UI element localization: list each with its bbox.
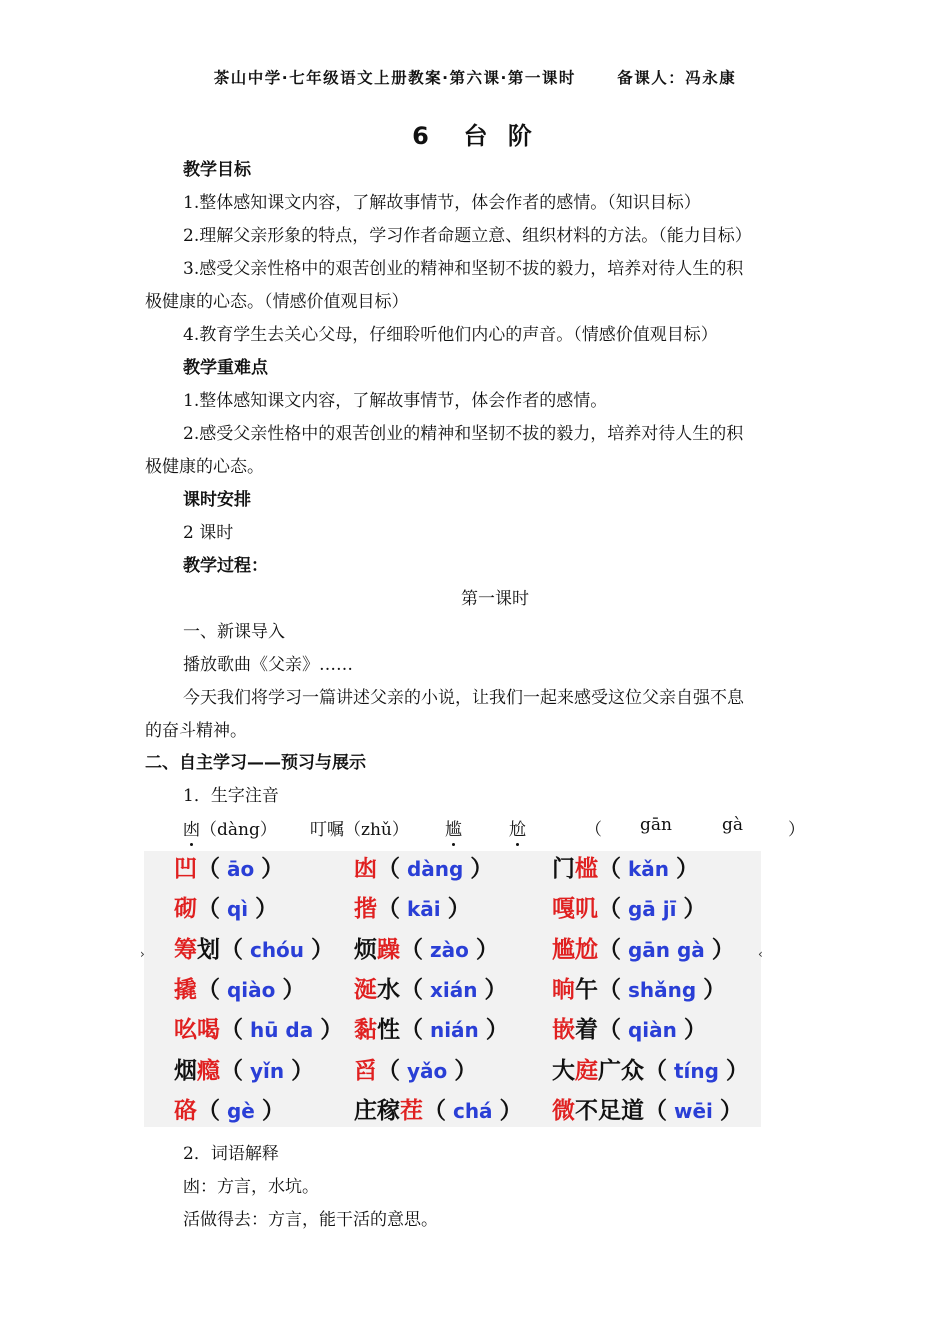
table-character: 尴尬 [552, 936, 598, 963]
pinyin-table-cell [174, 1015, 343, 1045]
pinyin-word: gān [640, 815, 672, 835]
table-character: 嘎叽 [552, 896, 598, 923]
table-paren: （ [400, 936, 423, 963]
table-paren: （ [197, 1097, 220, 1124]
goal-item: 3.感受父亲性格中的艰苦创业的精神和坚韧不拔的毅力，培养对待人生的积 [183, 259, 744, 279]
table-character: 庄稼 [354, 1097, 400, 1124]
sub-heading-definitions: 2．词语解释 [183, 1144, 279, 1164]
pinyin-table-cell [354, 854, 493, 884]
table-pinyin: tíng [667, 1058, 726, 1083]
table-paren: ） [719, 1097, 743, 1124]
table-character: 烦 [354, 936, 377, 963]
keypoint-item: 2.感受父亲性格中的艰苦创业的精神和坚韧不拔的毅力，培养对待人生的积 [183, 424, 744, 444]
goal-item: 2.理解父亲形象的特点，学习作者命题立意、组织材料的方法。（能力目标） [183, 226, 752, 246]
table-paren: （ [598, 976, 621, 1003]
table-paren: ） [282, 976, 306, 1003]
goal-item: 1.整体感知课文内容，了解故事情节，体会作者的感情。（知识目标） [183, 193, 701, 213]
emphasis-dot [516, 843, 519, 846]
anchor-mark: ‹ [758, 947, 763, 961]
table-paren: （ [423, 1097, 446, 1124]
table-paren: ） [711, 936, 735, 963]
pinyin-table-cell [552, 854, 699, 884]
table-paren: ） [320, 1017, 344, 1044]
goal-item: 4.教育学生去关心父母，仔细聆听他们内心的声音。（情感价值观目标） [183, 325, 718, 345]
table-character: 不足道 [575, 1097, 644, 1124]
table-character: 黏 [354, 1017, 377, 1044]
pinyin-word: 凼（dàng） [183, 820, 277, 840]
table-pinyin: qiào [220, 977, 283, 1002]
table-character: 瘾 [197, 1057, 220, 1084]
table-paren: ） [484, 976, 508, 1003]
table-paren: ） [675, 856, 699, 882]
pinyin-table-cell [552, 894, 706, 924]
lesson-subtitle: 第一课时 [461, 589, 529, 609]
table-paren: ） [447, 896, 471, 923]
table-pinyin: gā jī [621, 897, 684, 922]
pinyin-word: 尬 [509, 820, 526, 840]
table-paren: ） [255, 896, 279, 923]
table-pinyin: gān gà [621, 937, 712, 962]
table-paren: ） [499, 1097, 523, 1124]
table-paren: ） [311, 936, 334, 963]
table-paren: ） [261, 856, 285, 882]
pinyin-word: 叮嘱（zhǔ） [310, 820, 409, 840]
pinyin-table-cell [354, 975, 507, 1005]
sub-heading-pinyin: 1．生字注音 [183, 786, 279, 806]
table-paren: （ [598, 1017, 621, 1044]
table-pinyin: hū da [243, 1018, 321, 1043]
table-character: 着 [575, 1017, 598, 1044]
schedule-value: 2 课时 [183, 523, 234, 543]
table-paren: （ [197, 896, 220, 923]
emphasis-dot [190, 843, 193, 846]
keypoint-item: 1.整体感知课文内容，了解故事情节，体会作者的感情。 [183, 391, 608, 411]
lesson-title: 6 台 阶 [412, 122, 538, 150]
pinyin-table-cell [354, 894, 471, 924]
pinyin-table-cell [552, 975, 726, 1005]
pinyin-row [0, 815, 950, 845]
table-character: 性 [377, 1017, 400, 1044]
table-pinyin: wēi [667, 1098, 720, 1123]
table-pinyin: shǎng [621, 977, 704, 1002]
table-pinyin: qì [220, 897, 256, 922]
table-paren: ） [454, 1057, 478, 1084]
table-character: 舀 [354, 1057, 377, 1084]
table-character: 吆喝 [174, 1017, 220, 1044]
pinyin-word: ） [788, 820, 805, 840]
table-paren: （ [197, 856, 220, 882]
table-paren: （ [377, 896, 400, 923]
table-pinyin: xián [423, 977, 485, 1002]
goals-heading: 教学目标 [183, 160, 251, 180]
table-paren: （ [644, 1057, 667, 1084]
table-pinyin: chá [446, 1098, 500, 1123]
table-paren: （ [598, 936, 621, 963]
table-paren: ） [703, 976, 727, 1003]
table-pinyin: qiàn [621, 1018, 684, 1043]
table-paren: （ [400, 976, 423, 1003]
table-character: 躁 [377, 936, 400, 963]
table-pinyin: nián [423, 1018, 486, 1043]
table-paren: （ [220, 1057, 243, 1084]
table-character: 硌 [174, 1097, 197, 1124]
goal-item: 极健康的心态。（情感价值观目标） [145, 292, 409, 312]
table-pinyin: kāi [400, 897, 448, 922]
intro-line: 的奋斗精神。 [145, 721, 247, 741]
table-character: 涎 [354, 976, 377, 1003]
table-paren: ） [683, 1017, 707, 1044]
table-pinyin: dàng [400, 857, 471, 881]
table-paren: （ [197, 976, 220, 1003]
table-paren: （ [377, 856, 400, 882]
table-pinyin: gè [220, 1098, 262, 1123]
table-paren: （ [400, 1017, 423, 1044]
definition-item: 凼：方言，水坑。 [183, 1177, 319, 1197]
table-paren: ） [725, 1057, 749, 1084]
table-character: 撬 [174, 976, 197, 1003]
intro-line: 今天我们将学习一篇讲述父亲的小说，让我们一起来感受这位父亲自强不息 [183, 688, 744, 708]
table-character: 广众 [598, 1057, 644, 1084]
table-paren: ） [261, 1097, 285, 1124]
pinyin-table-cell [354, 1056, 477, 1086]
table-character: 揩 [354, 896, 377, 923]
table-character: 槛 [575, 856, 598, 882]
pinyin-table-image [144, 851, 761, 1127]
pinyin-word: （ [585, 820, 602, 840]
keypoint-item: 极健康的心态。 [145, 457, 264, 477]
pinyin-table-cell [354, 1015, 509, 1045]
table-paren: （ [598, 896, 621, 923]
pinyin-table-cell [552, 1096, 743, 1126]
table-paren: （ [220, 1017, 243, 1044]
table-character: 划 [197, 936, 220, 963]
table-character: 门 [552, 856, 575, 882]
pinyin-table-cell [174, 894, 278, 924]
table-paren: ） [683, 896, 707, 923]
table-character: 砌 [174, 896, 197, 923]
pinyin-table-cell [174, 975, 305, 1005]
table-character: 茬 [400, 1097, 423, 1124]
table-character: 烟 [174, 1057, 197, 1084]
table-character: 筹 [174, 936, 197, 963]
section2-heading: 二、自主学习——预习与展示 [145, 753, 366, 773]
table-paren: （ [598, 856, 621, 882]
table-pinyin: chóu [243, 937, 311, 962]
intro-line: 播放歌曲《父亲》…… [183, 655, 353, 675]
table-pinyin: yǎo [400, 1058, 455, 1083]
table-paren: （ [644, 1097, 667, 1124]
table-character: 水 [377, 976, 400, 1003]
pinyin-table-cell [354, 935, 499, 965]
pinyin-word: 尴 [445, 820, 462, 840]
table-paren: （ [377, 1057, 400, 1084]
definition-item: 活做得去：方言，能干活的意思。 [183, 1210, 438, 1230]
keypoints-heading: 教学重难点 [183, 358, 268, 378]
table-pinyin: āo [220, 857, 262, 881]
pinyin-table-cell [174, 935, 334, 965]
table-character: 微 [552, 1097, 575, 1124]
table-paren: ） [291, 1057, 315, 1084]
pinyin-table-cell [354, 1096, 523, 1126]
table-paren: ） [475, 936, 499, 963]
table-character: 嵌 [552, 1017, 575, 1044]
table-character: 庭 [575, 1057, 598, 1084]
page-header: 茶山中学·七年级语文上册教案·第六课·第一课时 备课人：冯永康 [213, 69, 737, 87]
pinyin-table-cell [552, 935, 735, 965]
table-pinyin: kǎn [621, 857, 676, 881]
process-heading: 教学过程： [183, 556, 268, 576]
emphasis-dot [452, 843, 455, 846]
anchor-mark: › [140, 947, 145, 961]
table-character: 大 [552, 1057, 575, 1084]
pinyin-table-cell [552, 1056, 749, 1086]
table-pinyin: yǐn [243, 1058, 292, 1083]
intro-title: 一、新课导入 [183, 622, 285, 642]
table-paren: （ [220, 936, 243, 963]
pinyin-table-cell [174, 854, 284, 884]
schedule-heading: 课时安排 [183, 490, 251, 510]
table-paren: ） [470, 856, 494, 882]
table-pinyin: zào [423, 937, 476, 962]
table-character: 凹 [174, 856, 197, 882]
pinyin-table-cell [174, 1096, 285, 1126]
pinyin-word: gà [722, 815, 744, 835]
table-character: 晌 [552, 976, 575, 1003]
pinyin-table-cell [174, 1056, 314, 1086]
table-character: 凼 [354, 856, 377, 882]
pinyin-table-cell [552, 1015, 707, 1045]
table-paren: ） [485, 1017, 509, 1044]
table-character: 午 [575, 976, 598, 1003]
